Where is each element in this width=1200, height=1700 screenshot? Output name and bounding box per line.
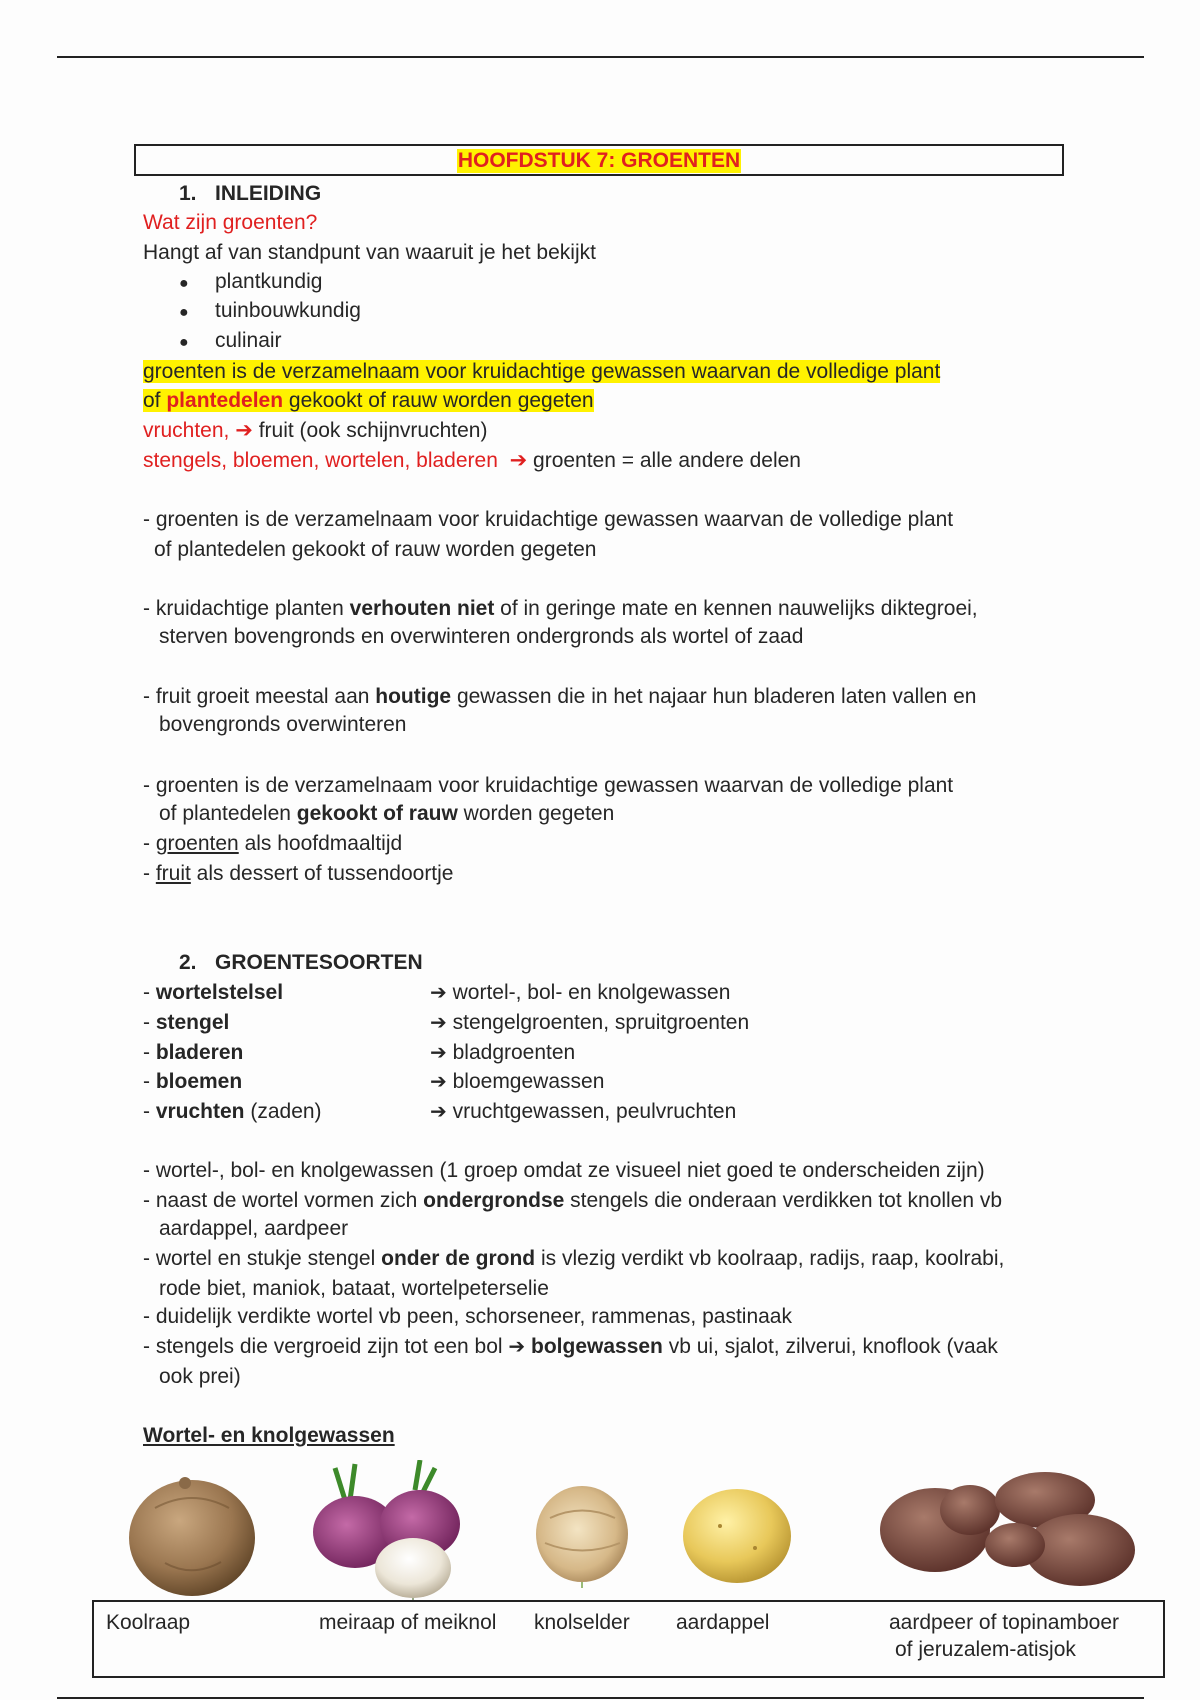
- paragraph-line: [143, 596, 978, 622]
- text: als hoofdmaaltijd: [238, 832, 403, 855]
- type-result: [430, 1099, 736, 1125]
- paragraph-line: sterven bovengronds en overwinteren ondergronds als wortel of zaad: [159, 625, 804, 648]
- definition-line-1: [143, 359, 940, 385]
- caption-jerusalem-artichoke: aardpeer of topinamboer: [889, 1611, 1119, 1634]
- bullet-item: [179, 298, 361, 326]
- arrow-right-icon: ➔: [430, 1042, 447, 1064]
- paragraph-line: - groenten is de verzamelnaam voor kruidachtige gewassen waarvan de volledige plant: [143, 774, 954, 797]
- paragraph-line: - wortel-, bol- en knolgewassen (1 groep omdat ze visueel niet goed te onderscheiden zijn): [143, 1159, 985, 1182]
- type-result: [430, 1040, 575, 1066]
- caption-celeriac: knolselder: [534, 1611, 630, 1634]
- bold-text: verhouten niet: [349, 597, 495, 620]
- text: vb ui, sjalot, zilverui, knoflook (vaak: [662, 1335, 998, 1358]
- definition-line-2: [143, 388, 594, 414]
- fruit-line: [143, 418, 487, 444]
- bullet-icon: ●: [179, 334, 189, 351]
- section-2-heading: [179, 950, 423, 976]
- potato-image: [680, 1486, 795, 1586]
- type-result: [430, 980, 730, 1006]
- text: worden gegeten: [457, 802, 615, 825]
- type-part: bloemen: [155, 1070, 243, 1093]
- text: - wortel en stukje stengel: [143, 1247, 382, 1270]
- paragraph-line: bovengronds overwinteren: [159, 713, 407, 736]
- caption-potato: aardappel: [676, 1611, 770, 1634]
- bullet-icon: ●: [179, 275, 189, 292]
- dash: -: [143, 1011, 156, 1034]
- section-1-number: 1.: [179, 182, 197, 205]
- text: of in geringe mate en kennen nauwelijks diktegroei,: [494, 597, 978, 620]
- vegetable-line: [143, 448, 801, 474]
- chapter-title: HOOFDSTUK 7: GROENTEN: [457, 149, 741, 172]
- type-result-text: bloemgewassen: [452, 1070, 605, 1093]
- bullet-label: tuinbouwkundig: [215, 299, 361, 322]
- caption-turnip: meiraap of meiknol: [319, 1611, 497, 1634]
- paragraph-line: [143, 1246, 1004, 1272]
- text: - fruit groeit meestal aan: [143, 685, 376, 708]
- paragraph-line: [143, 861, 454, 887]
- paragraph-line: rode biet, maniok, bataat, wortelpeterselie: [159, 1277, 549, 1300]
- arrow-right-icon: ➔: [509, 449, 528, 472]
- arrow-right-icon: ➔: [430, 1071, 447, 1093]
- type-row: [143, 1040, 243, 1066]
- text: - kruidachtige planten: [143, 597, 350, 620]
- bold-text: onder de grond: [381, 1247, 536, 1270]
- type-part-extra: (zaden): [244, 1100, 322, 1123]
- vegetable-desc: groenten = alle andere delen: [533, 449, 801, 472]
- subheading-root-tubers: Wortel- en knolgewassen: [143, 1424, 395, 1447]
- paragraph-line: - groenten is de verzamelnaam voor kruidachtige gewassen waarvan de volledige plant: [143, 508, 954, 531]
- paragraph-line: [143, 1188, 1002, 1214]
- dash: -: [143, 1070, 156, 1093]
- caption-jerusalem-artichoke-alt: of jeruzalem-atisjok: [895, 1638, 1076, 1661]
- fruit-desc: fruit (ook schijnvruchten): [258, 419, 488, 442]
- type-result: [430, 1069, 604, 1095]
- type-row: [143, 1069, 242, 1095]
- dash: -: [143, 1100, 156, 1123]
- section-2-number: 2.: [179, 951, 197, 974]
- dash: -: [143, 981, 156, 1004]
- bullet-icon: ●: [179, 304, 189, 321]
- type-row: [143, 1010, 229, 1036]
- paragraph-line: - duidelijk verdikte wortel vb peen, schorseneer, rammenas, pastinaak: [143, 1305, 792, 1328]
- caption-rutabaga: Koolraap: [106, 1611, 191, 1634]
- underlined-text: fruit: [155, 862, 191, 885]
- type-result-text: vruchtgewassen, peulvruchten: [452, 1100, 737, 1123]
- definition-emphasis: plantedelen: [166, 389, 284, 412]
- type-part: wortelstelsel: [155, 981, 284, 1004]
- turnip-image: [305, 1460, 480, 1600]
- top-rule: [57, 56, 1144, 58]
- rutabaga-image: [125, 1468, 260, 1598]
- paragraph-line: ook prei): [159, 1365, 241, 1388]
- type-result-text: bladgroenten: [452, 1041, 576, 1064]
- bullet-label: plantkundig: [215, 270, 323, 293]
- section-1-heading: [179, 181, 321, 207]
- text: gewassen die in het najaar hun bladeren laten vallen en: [451, 685, 977, 708]
- dash: -: [143, 832, 156, 855]
- celeriac-image: [530, 1478, 635, 1588]
- text: of plantedelen: [159, 802, 297, 825]
- dash: -: [143, 1041, 156, 1064]
- paragraph-line: [143, 831, 402, 857]
- type-row: [143, 1099, 322, 1125]
- bullet-item: [179, 328, 282, 356]
- arrow-right-icon: ➔: [430, 1101, 447, 1123]
- arrow-right-icon: ➔: [430, 982, 447, 1004]
- intro-line: Hangt af van standpunt van waaruit je het bekijkt: [143, 241, 596, 264]
- bullet-item: [179, 269, 322, 297]
- underlined-text: groenten: [155, 832, 239, 855]
- arrow-right-icon: ➔: [430, 1012, 447, 1034]
- type-part: bladeren: [155, 1041, 244, 1064]
- bottom-rule: [57, 1697, 1144, 1699]
- type-part: vruchten: [155, 1100, 245, 1123]
- paragraph-line: [143, 684, 977, 710]
- type-result: [430, 1010, 749, 1036]
- section-1-title: INLEIDING: [215, 182, 322, 205]
- jerusalem-artichoke-image: [875, 1465, 1145, 1590]
- bold-text: ondergrondse: [423, 1189, 565, 1212]
- section-2-title: GROENTESOORTEN: [215, 951, 423, 974]
- arrow-right-icon: ➔: [508, 1336, 526, 1358]
- fruit-term: vruchten,: [143, 419, 230, 442]
- text: - stengels die vergroeid zijn tot een bol: [143, 1335, 509, 1358]
- vegetable-term: stengels, bloemen, wortelen, bladeren: [143, 449, 498, 472]
- bold-text: houtige: [375, 685, 452, 708]
- type-result-text: wortel-, bol- en knolgewassen: [452, 981, 731, 1004]
- text: - naast de wortel vormen zich: [143, 1189, 424, 1212]
- bold-text: gekookt of rauw: [296, 802, 458, 825]
- chapter-title-box: [134, 144, 1064, 176]
- bold-text: bolgewassen: [531, 1335, 663, 1358]
- definition-text: of: [143, 389, 167, 412]
- type-row: [143, 980, 283, 1006]
- arrow-right-icon: ➔: [235, 419, 253, 442]
- definition-text: gekookt of rauw worden gegeten: [283, 389, 594, 412]
- definition-text: groenten is de verzamelnaam voor kruidachtige gewassen waarvan de volledige plant: [143, 360, 941, 383]
- dash: -: [143, 862, 156, 885]
- paragraph-line: [143, 1334, 998, 1360]
- text: is vlezig verdikt vb koolraap, radijs, raap, koolrabi,: [535, 1247, 1005, 1270]
- paragraph-line: [159, 801, 614, 827]
- paragraph-line: aardappel, aardpeer: [159, 1217, 349, 1240]
- bullet-label: culinair: [215, 329, 282, 352]
- text: als dessert of tussendoortje: [190, 862, 454, 885]
- type-result-text: stengelgroenten, spruitgroenten: [452, 1011, 750, 1034]
- type-part: stengel: [155, 1011, 230, 1034]
- text: stengels die onderaan verdikken tot knollen vb: [564, 1189, 1003, 1212]
- question-line: Wat zijn groenten?: [143, 211, 318, 234]
- paragraph-line: of plantedelen gekookt of rauw worden gegeten: [154, 538, 597, 561]
